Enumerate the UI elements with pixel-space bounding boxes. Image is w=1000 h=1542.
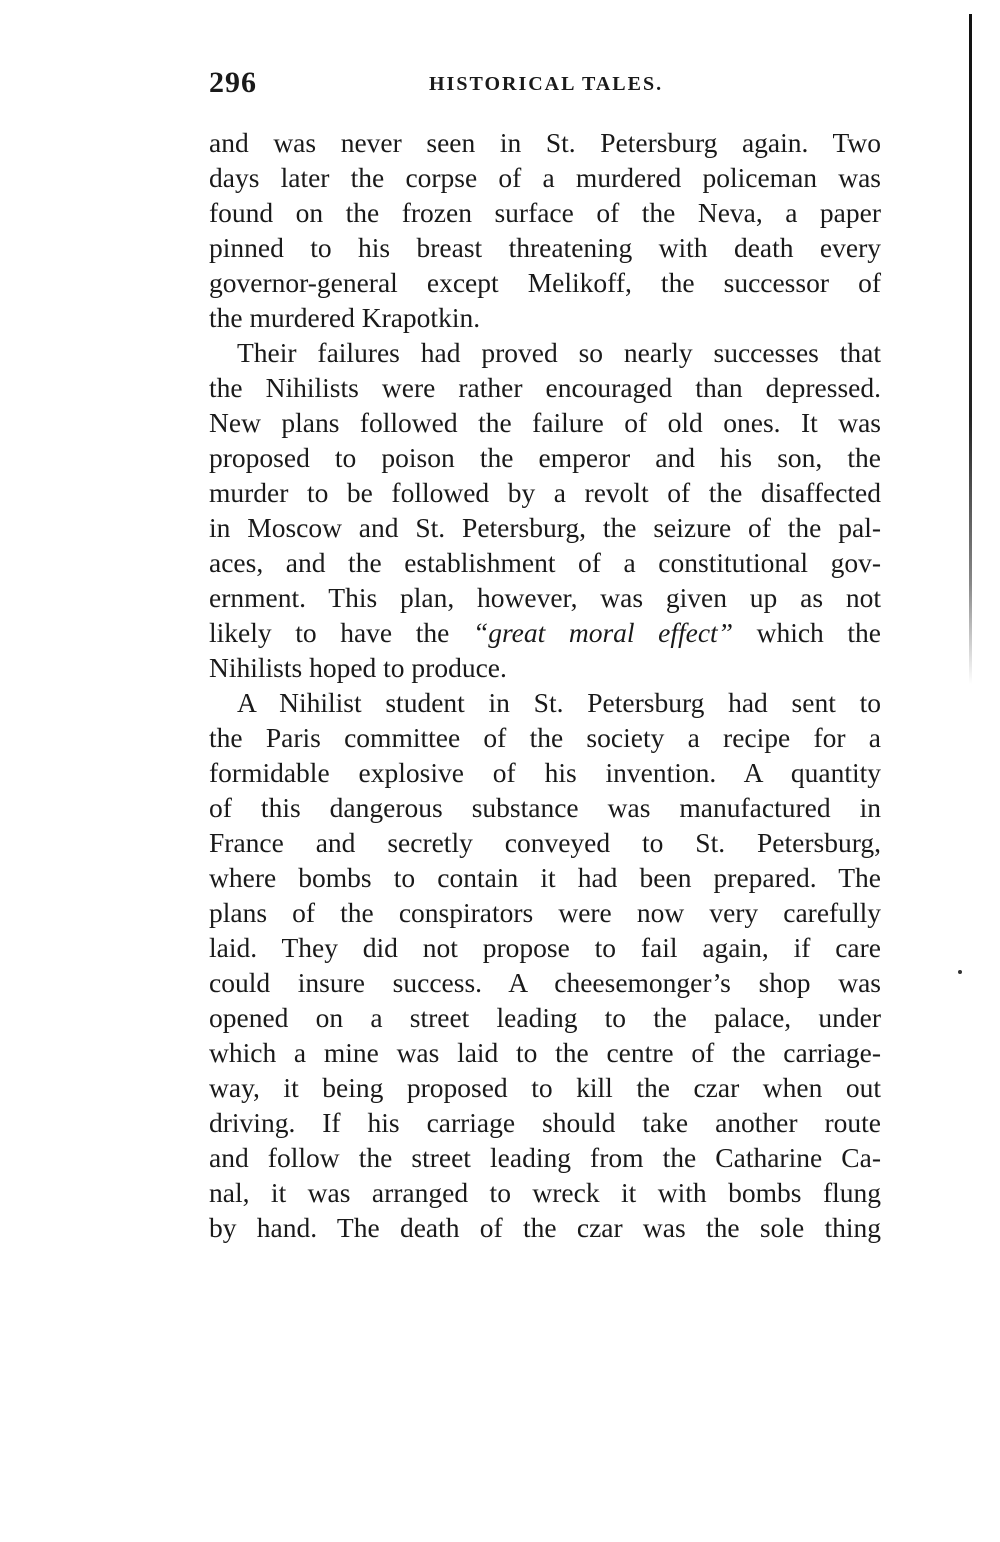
running-title: HISTORICAL TALES.	[429, 73, 664, 95]
text-line: governor-general except Melikoff, the successor of	[209, 267, 881, 298]
running-head	[209, 66, 881, 106]
text-line: the murdered Krapotkin.	[209, 302, 481, 333]
text-line: and was never seen in St. Petersburg again. Two	[209, 127, 881, 158]
text-line: aces, and the establishment of a constitutional gov-	[209, 547, 881, 578]
text-line: driving. If his carriage should take another route	[209, 1107, 881, 1138]
text-line: France and secretly conveyed to St. Petersburg,	[209, 827, 881, 858]
text-line: of this dangerous substance was manufactured in	[209, 792, 881, 823]
text-line: nal, it was arranged to wreck it with bombs flung	[209, 1177, 881, 1208]
text-line: and follow the street leading from the Catharine Ca-	[209, 1142, 881, 1173]
text-line-with-quote	[209, 615, 881, 650]
text-line: days later the corpse of a murdered policeman was	[209, 162, 881, 193]
text-line: Nihilists hoped to produce.	[209, 652, 507, 683]
text-line: proposed to poison the emperor and his son, the	[209, 442, 881, 473]
quote-line-before: likely to have the	[209, 617, 473, 648]
ink-speck	[958, 970, 962, 974]
body-text	[209, 125, 881, 1245]
text-line: New plans followed the failure of old ones. It was	[209, 407, 881, 438]
text-line: pinned to his breast threatening with death every	[209, 232, 881, 263]
page-number: 296	[209, 66, 257, 99]
text-line: found on the frozen surface of the Neva, a paper	[209, 197, 881, 228]
text-line: could insure success. A cheesemonger’s shop was	[209, 967, 881, 998]
quoted-phrase: “great moral effect”	[472, 617, 733, 648]
text-line: laid. They did not propose to fail again, if care	[209, 932, 881, 963]
scan-edge-line	[969, 14, 972, 684]
text-line: Their failures had proved so nearly successes that	[237, 337, 881, 368]
paragraph-2	[209, 335, 881, 685]
text-line: the Paris committee of the society a recipe for a	[209, 722, 881, 753]
text-line: A Nihilist student in St. Petersburg had sent to	[237, 687, 881, 718]
text-line: murder to be followed by a revolt of the disaffected	[209, 477, 881, 508]
text-line: ernment. This plan, however, was given up as not	[209, 582, 881, 613]
text-line: opened on a street leading to the palace, under	[209, 1002, 881, 1033]
text-line: by hand. The death of the czar was the sole thing	[209, 1212, 881, 1243]
paragraph-3	[209, 685, 881, 1245]
paragraph-1	[209, 125, 881, 335]
text-line: which a mine was laid to the centre of the carriage-	[209, 1037, 881, 1068]
text-line: formidable explosive of his invention. A quantity	[209, 757, 881, 788]
quote-line-after: which the	[733, 617, 882, 648]
text-line: way, it being proposed to kill the czar when out	[209, 1072, 881, 1103]
text-line: in Moscow and St. Petersburg, the seizure of the pal-	[209, 512, 881, 543]
text-line: where bombs to contain it had been prepared. The	[209, 862, 881, 893]
text-line: the Nihilists were rather encouraged than depressed.	[209, 372, 881, 403]
text-line: plans of the conspirators were now very carefully	[209, 897, 881, 928]
